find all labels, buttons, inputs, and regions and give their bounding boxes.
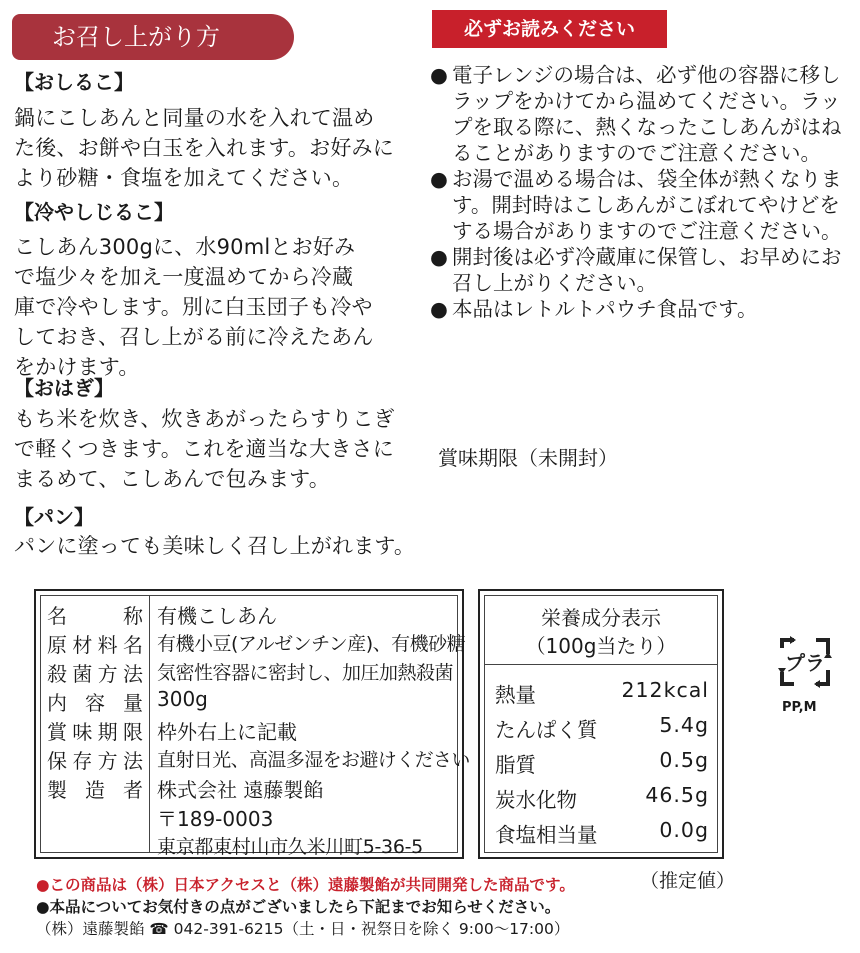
footer-co-development: ●この商品は（株）日本アクセスと（株）遠藤製餡が共同開発した商品です。 [36, 876, 575, 894]
nutrition-row-protein [495, 713, 709, 743]
spec-value-ingredients: 有機小豆(アルゼンチン産)、有機砂糖 [157, 633, 466, 655]
product-spec-table [34, 589, 470, 859]
must-read-banner: 必ずお読みください [432, 10, 667, 48]
spec-inner-frame [40, 595, 470, 858]
spec-value-name: 有機こしあん [157, 604, 277, 628]
section-body-oshiruko [14, 103, 406, 193]
text-line: ラップをかけてから温めてください。ラッ [452, 89, 841, 113]
nutrition-row-carbohydrate [495, 783, 709, 813]
text-line: こしあん300gに、水90mlとお好み [14, 235, 356, 259]
estimate-note: （推定値） [640, 870, 736, 892]
spec-label-storage: 保存方法 [47, 749, 143, 773]
nutrition-title: 栄養成分表示 [541, 606, 661, 630]
spec-label-volume: 内容量 [47, 691, 143, 715]
spec-postal-code: 〒189-0003 [157, 807, 274, 831]
text-line: 本品はレトルトパウチ食品です。 [452, 297, 758, 321]
nutrition-value: 5.4g [659, 713, 709, 737]
nutrition-subtitle: （100g当たり） [525, 634, 677, 658]
spec-value-best-before: 枠外右上に記載 [157, 720, 297, 744]
text-line: 召し上がりください。 [452, 271, 657, 295]
nutrition-value: 0.0g [659, 818, 709, 842]
spec-label-best-before: 賞味期限 [47, 720, 143, 744]
nutrition-value: 0.5g [659, 748, 709, 772]
spec-label-name: 名称 [47, 604, 143, 628]
nutrition-label: 熱量 [495, 683, 536, 707]
text-line: た後、お餅や白玉を入れます。お好みに [14, 136, 394, 160]
nutrition-value: 46.5g [645, 783, 709, 807]
text-line: をかけます。 [14, 355, 140, 379]
spec-value-sterilization: 気密性容器に密封し、加圧加熱殺菌 [157, 662, 454, 684]
bullet-icon: ● [430, 63, 448, 87]
notice-item [430, 62, 850, 166]
section-body-pan [14, 531, 424, 561]
section-body-hiyashijiruko [14, 232, 406, 382]
text-line: まるめて、こしあんで包みます。 [14, 467, 330, 491]
notice-item [430, 296, 850, 322]
text-line: 電子レンジの場合は、必ず他の容器に移し [452, 63, 841, 87]
notice-item [430, 166, 850, 244]
spec-label-manufacturer: 製造者 [47, 778, 143, 802]
bullet-icon: ● [430, 245, 448, 269]
spec-divider [149, 596, 150, 852]
section-heading-hiyashijiruko: 【冷やしじるこ】 [14, 200, 174, 224]
text-line: ることがありますのでご注意ください。 [452, 141, 821, 165]
text-line: より砂糖・食塩を加えてください。 [14, 166, 354, 190]
nutrition-label: たんぱく質 [495, 718, 598, 742]
spec-value-storage: 直射日光、高温多湿をお避けください [157, 749, 470, 771]
text-line: 開封後は必ず冷蔵庫に保管し、お早めにお [452, 245, 842, 269]
nutrition-label: 脂質 [495, 753, 536, 777]
nutrition-value: 212kcal [621, 678, 709, 702]
shelf-life-label: 賞味期限（未開封） [438, 446, 618, 470]
text-line: パンに塗っても美味しく召し上がれます。 [14, 534, 416, 558]
nutrition-label: 食塩相当量 [495, 823, 598, 847]
text-line: す。開封時はこしあんがこぼれてやけどを [452, 193, 840, 217]
spec-address: 東京都東村山市久米川町5-36-5 [157, 836, 423, 858]
nutrition-row-salt [495, 818, 709, 848]
howto-title: お召し上がり方 [12, 14, 294, 60]
bullet-icon: ● [430, 167, 448, 191]
nutrition-table [478, 589, 724, 859]
spec-value-volume: 300g [157, 687, 208, 711]
footer-contact: （株）遠藤製餡 ☎ 042-391-6215（土・日・祝祭日を除く 9:00～17:00） [36, 920, 570, 938]
recycle-glyph: プラ [785, 651, 825, 675]
text-line: しておき、召し上がる前に冷えたあん [14, 325, 374, 349]
text-line: もち米を炊き、炊きあがったらすりこぎ [14, 407, 395, 431]
spec-label-ingredients: 原材料名 [47, 633, 143, 657]
section-heading-pan: 【パン】 [14, 505, 94, 529]
nutrition-inner-frame [484, 595, 718, 853]
text-line: する場合がありますのでご注意ください。 [452, 219, 842, 243]
section-body-ohagi [14, 404, 406, 494]
nutrition-row-energy [495, 678, 709, 708]
text-line: で軽くつきます。これを適当な大きさに [14, 437, 394, 461]
text-line: お湯で温める場合は、袋全体が熱くなりま [452, 167, 842, 191]
notice-list [430, 62, 850, 322]
bullet-icon: ● [430, 297, 448, 321]
text-line: で塩少々を加え一度温めてから冷蔵 [14, 265, 354, 289]
footer-inquiry: ●本品についてお気付きの点がございましたら下記までお知らせください。 [36, 898, 561, 916]
pla-recycle-icon [776, 634, 834, 690]
spec-value-manufacturer: 株式会社 遠藤製餡 [157, 778, 324, 802]
notice-item [430, 244, 850, 296]
text-line: 鍋にこしあんと同量の水を入れて温め [14, 106, 375, 130]
nutrition-row-fat [495, 748, 709, 778]
text-line: 庫で冷やします。別に白玉団子も冷や [14, 295, 373, 319]
nutrition-divider [485, 664, 717, 665]
text-line: プを取る際に、熱くなったこしあんがはね [452, 115, 842, 139]
nutrition-label: 炭水化物 [495, 788, 577, 812]
section-heading-ohagi: 【おはぎ】 [14, 376, 114, 400]
material-code: PP,M [782, 700, 817, 715]
spec-label-sterilization: 殺菌方法 [47, 662, 143, 686]
section-heading-oshiruko: 【おしるこ】 [14, 70, 134, 94]
